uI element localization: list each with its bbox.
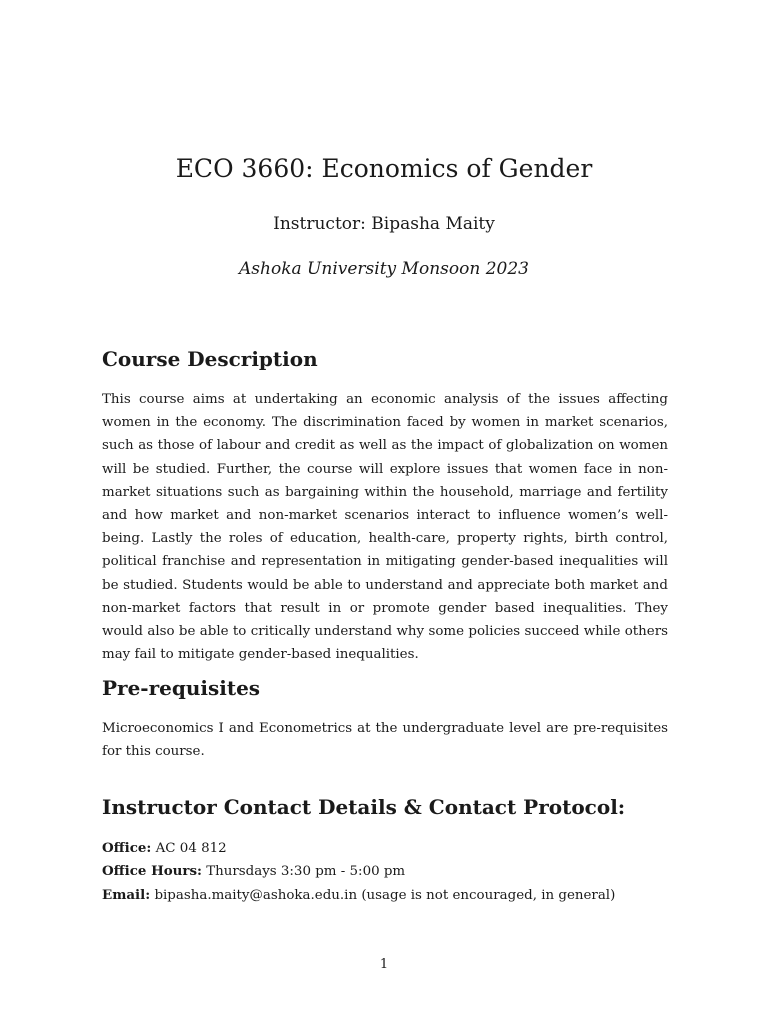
document-title: ECO 3660: Economics of Gender <box>175 154 593 183</box>
contact-heading: Instructor Contact Details & Contact Protocol: <box>102 795 626 819</box>
office-value: AC 04 812 <box>155 841 227 856</box>
course-description-body: This course aims at undertaking an economic analysis of the issues affecting women in the economy. The discrimination faced by women in market scenarios, such as those of labour and credit as well as the impact of globalization on women will be studied. Further, the course will explore issues that women face in non-market situations such as bargaining within the household, marriage and fertility and how market and non-market scenarios interact to influence women’s well-being. Lastly the roles of education, health-care, property rights, birth control, political franchise and representation in mitigating gender-based inequalities will be studied. Students would be able to understand and appreciate both market and non-market factors that result in or promote gender based inequalities. They would also be able to critically understand why some policies succeed while others may fail to mitigate gender-based inequalities. <box>102 392 668 663</box>
email-label: Email: <box>102 887 151 903</box>
email-value: bipasha.maity@ashoka.edu.in (usage is not encouraged, in general) <box>154 888 616 903</box>
office-hours-line <box>102 860 405 883</box>
prerequisites-body: Microeconomics I and Econometrics at the undergraduate level are pre-requisites for this course. <box>102 721 668 760</box>
course-description-heading: Course Description <box>102 347 318 371</box>
institution-line: Ashoka University Monsoon 2023 <box>239 259 529 279</box>
office-hours-label: Office Hours: <box>102 863 202 879</box>
page-number: 1 <box>379 957 389 972</box>
office-label: Office: <box>102 840 152 856</box>
office-hours-value: Thursdays 3:30 pm - 5:00 pm <box>206 864 406 879</box>
office-line <box>102 837 227 860</box>
instructor-line: Instructor: Bipasha Maity <box>273 214 495 234</box>
prerequisites-heading: Pre-requisites <box>102 676 261 700</box>
email-line <box>102 884 615 907</box>
